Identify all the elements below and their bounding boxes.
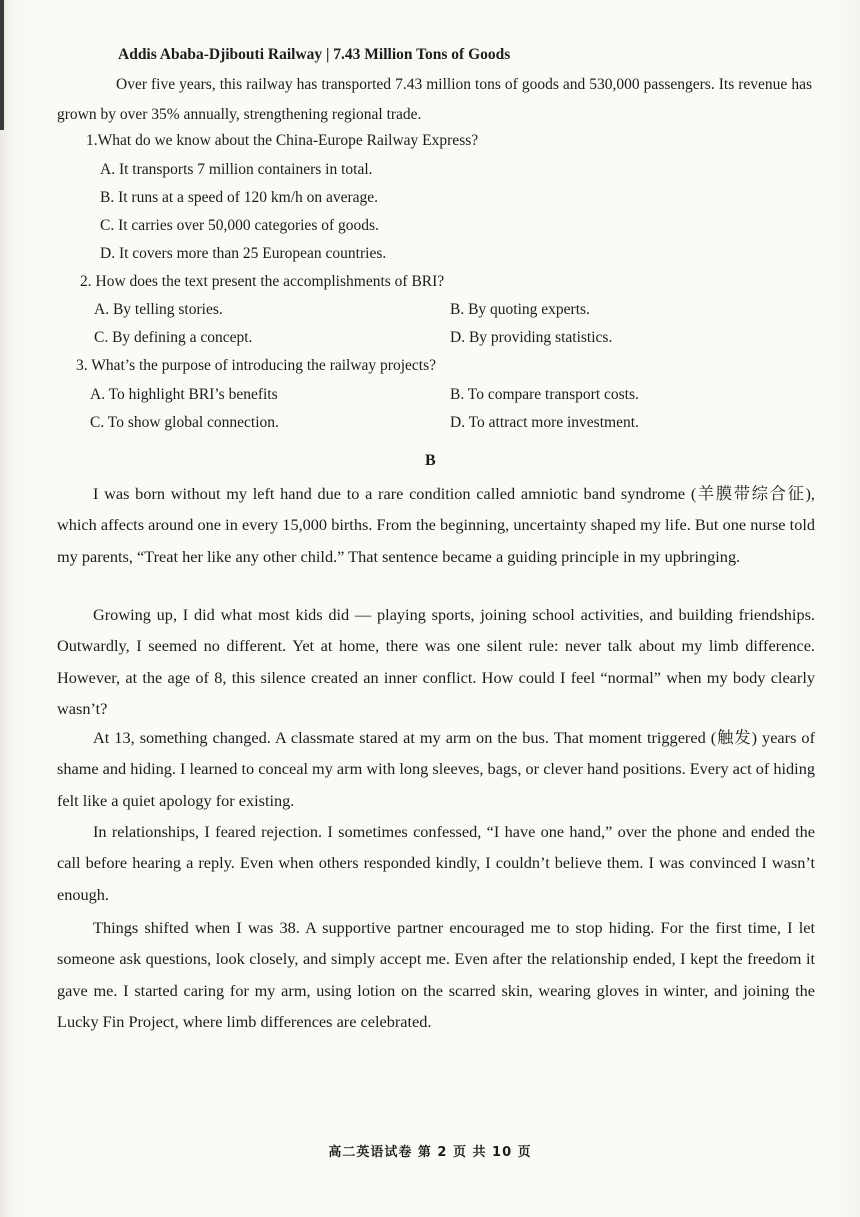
passage-paragraph-5: Things shifted when I was 38. A supportive partner encouraged me to stop hiding. For the first time, I let someone ask questions, look closely, and simply accept me. Even after the relationship ended, I kept the freedom it gave me. I started caring for my arm, using lotion on the scarred skin, wearing gloves in winter, and joining the Lucky Fin Project, where limb differences are celebrated. <box>57 918 815 1031</box>
passage-paragraph-2: Growing up, I did what most kids did — playing sports, joining school activities, and building friendships. Outwardly, I seemed no different. Yet at home, there was one silent rule: never talk about my limb difference. However, at the age of 8, this silence created an inner conflict. How could I feel “normal” when my body clearly wasn’t? <box>57 605 815 718</box>
binding-edge <box>0 0 4 130</box>
question-1-stem: 1.What do we know about the China-Europe Railway Express? <box>86 132 479 149</box>
question-3-option-c: C. To show global connection. <box>90 414 279 431</box>
question-2-option-d: D. By providing statistics. <box>450 329 613 346</box>
passage-paragraph-1: I was born without my left hand due to a rare condition called amniotic band syndrome (羊膜带综合征), which affects around one in every 15,000 births. From the beginning, uncertainty shaped my life. But one nurse told my parents, “Treat her like any other child.” That sentence became a guiding principle in my upbringing. <box>57 484 815 566</box>
section-intro: Over five years, this railway has transported 7.43 million tons of goods and 530,000 passengers. Its revenue has grown by over 35% annually, strengthening regional trade. <box>57 76 812 123</box>
question-3-option-b: B. To compare transport costs. <box>450 386 639 403</box>
section-heading: Addis Ababa-Djibouti Railway | 7.43 Million Tons of Goods <box>118 46 511 63</box>
question-1-option-d: D. It covers more than 25 European countries. <box>100 245 387 262</box>
passage-paragraph-4: In relationships, I feared rejection. I sometimes confessed, “I have one hand,” over the phone and ended the call before hearing a reply. Even when others responded kindly, I couldn’t believe them. I was convinced I wasn’t enough. <box>57 822 815 904</box>
show-through-texture <box>600 52 613 68</box>
question-2-stem: 2. How does the text present the accomplishments of BRI? <box>80 273 445 290</box>
question-2-option-b: B. By quoting experts. <box>450 301 590 318</box>
question-2-option-a: A. By telling stories. <box>94 301 223 318</box>
question-1-option-b: B. It runs at a speed of 120 km/h on average. <box>100 189 379 206</box>
passage-paragraph-3: At 13, something changed. A classmate stared at my arm on the bus. That moment triggered (触发) years of shame and hiding. I learned to conceal my arm with long sleeves, bags, or clever hand positions. Every act of hiding felt like a quiet apology for existing. <box>57 728 815 810</box>
section-b-letter: B <box>425 452 436 469</box>
question-3-option-d: D. To attract more investment. <box>450 414 639 431</box>
question-2-option-c: C. By defining a concept. <box>94 329 253 346</box>
question-1-option-a: A. It transports 7 million containers in total. <box>100 161 373 178</box>
question-1-option-c: C. It carries over 50,000 categories of goods. <box>100 217 379 234</box>
page-footer: 高二英语试卷 第 2 页 共 10 页 <box>328 1145 532 1160</box>
question-3-stem: 3. What’s the purpose of introducing the railway projects? <box>76 357 436 374</box>
question-3-option-a: A. To highlight BRI’s benefits <box>90 386 278 403</box>
